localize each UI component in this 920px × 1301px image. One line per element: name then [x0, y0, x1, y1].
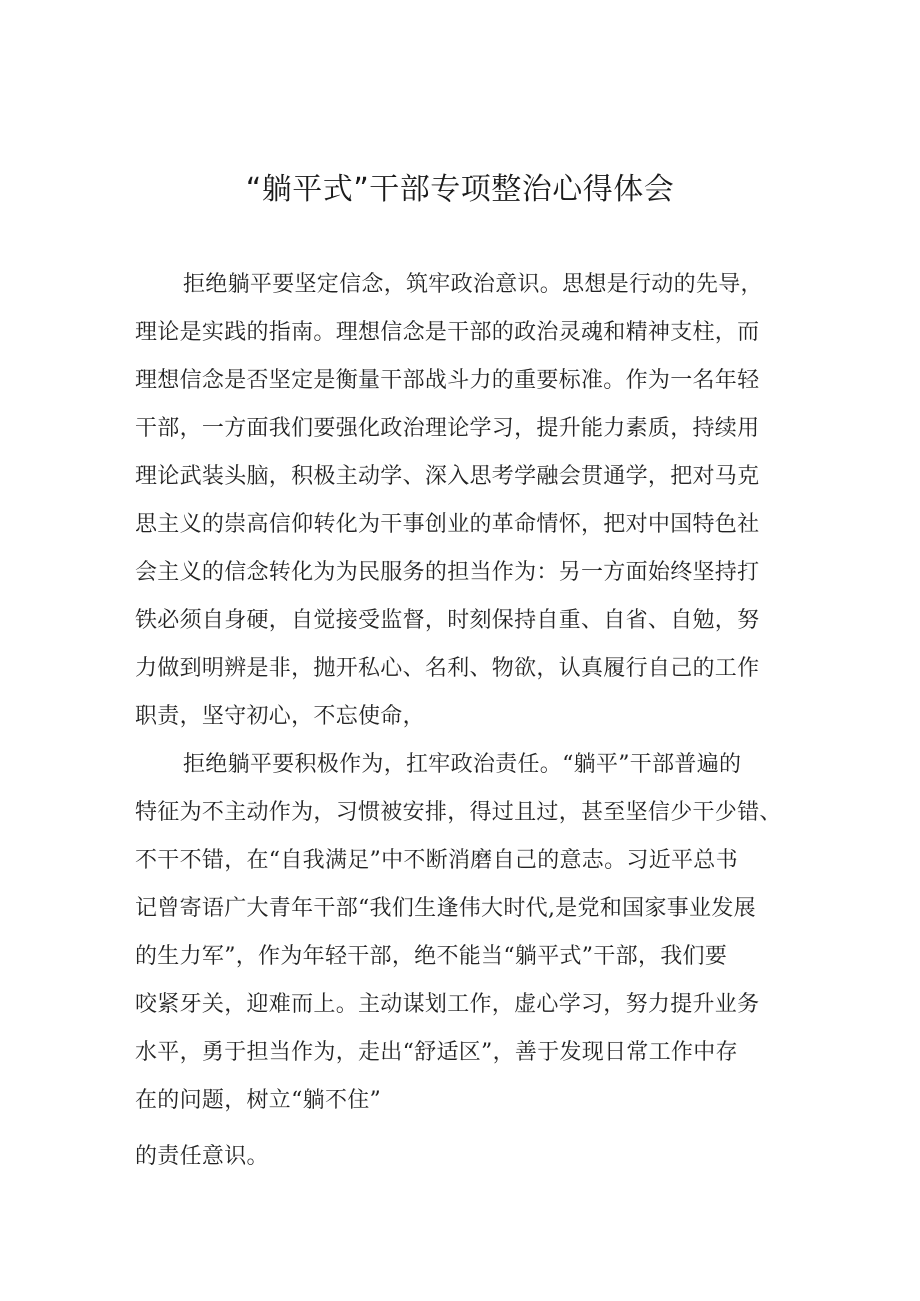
paragraph-1-line: 拒绝躺平要坚定信念，筑牢政治意识。思想是行动的先导， [183, 272, 763, 297]
paragraph-2-line: 水平，勇于担当作为，走出“舒适区”，善于发现日常工作中存 [135, 1040, 738, 1065]
paragraph-1-line: 理论武装头脑，积极主动学、深入思考学融会贯通学，把对马克 [135, 464, 760, 489]
paragraph-1-line: 铁必须自身硬，自觉接受监督，时刻保持自重、自省、自勉，努 [135, 608, 760, 633]
paragraph-2-line: 在的问题，树立“躺不住” [135, 1088, 382, 1113]
paragraph-1-line: 思主义的崇高信仰转化为干事创业的革命情怀，把对中国特色社 [135, 512, 760, 537]
paragraph-2-line: 咬紧牙关，迎难而上。主动谋划工作，虚心学习，努力提升业务 [135, 992, 760, 1017]
paragraph-2-line: 特征为不主动作为，习惯被安排，得过且过，甚至坚信少干少错、 [135, 800, 782, 825]
paragraph-1-line: 力做到明辨是非，抛开私心、名利、物欲，认真履行自己的工作 [135, 656, 760, 681]
paragraph-1-line: 理论是实践的指南。理想信念是干部的政治灵魂和精神支柱，而 [135, 320, 760, 345]
paragraph-1-line: 理想信念是否坚定是衡量干部战斗力的重要标准。作为一名年轻 [135, 368, 760, 393]
paragraph-1-line: 干部，一方面我们要强化政治理论学习，提升能力素质，持续用 [135, 416, 760, 441]
page-title: “躺平式”干部专项整治心得体会 [245, 172, 675, 207]
paragraph-1-line: 会主义的信念转化为为民服务的担当作为：另一方面始终坚持打 [135, 560, 760, 585]
paragraph-2-line: 不干不错，在“自我满足”中不断消磨自己的意志。习近平总书 [135, 848, 738, 873]
paragraph-3-line: 的责任意识。 [135, 1144, 269, 1169]
paragraph-2-line: 的生力军”，作为年轻干部，绝不能当“躺平式”干部，我们要 [135, 944, 728, 969]
paragraph-1-line: 职责，坚守初心，不忘使命， [135, 704, 425, 729]
paragraph-2-line: 拒绝躺平要积极作为，扛牢政治责任。“躺平”干部普遍的 [183, 752, 742, 777]
paragraph-2-line: 记曾寄语广大青年干部“我们生逢伟大时代,是党和国家事业发展 [135, 896, 756, 921]
